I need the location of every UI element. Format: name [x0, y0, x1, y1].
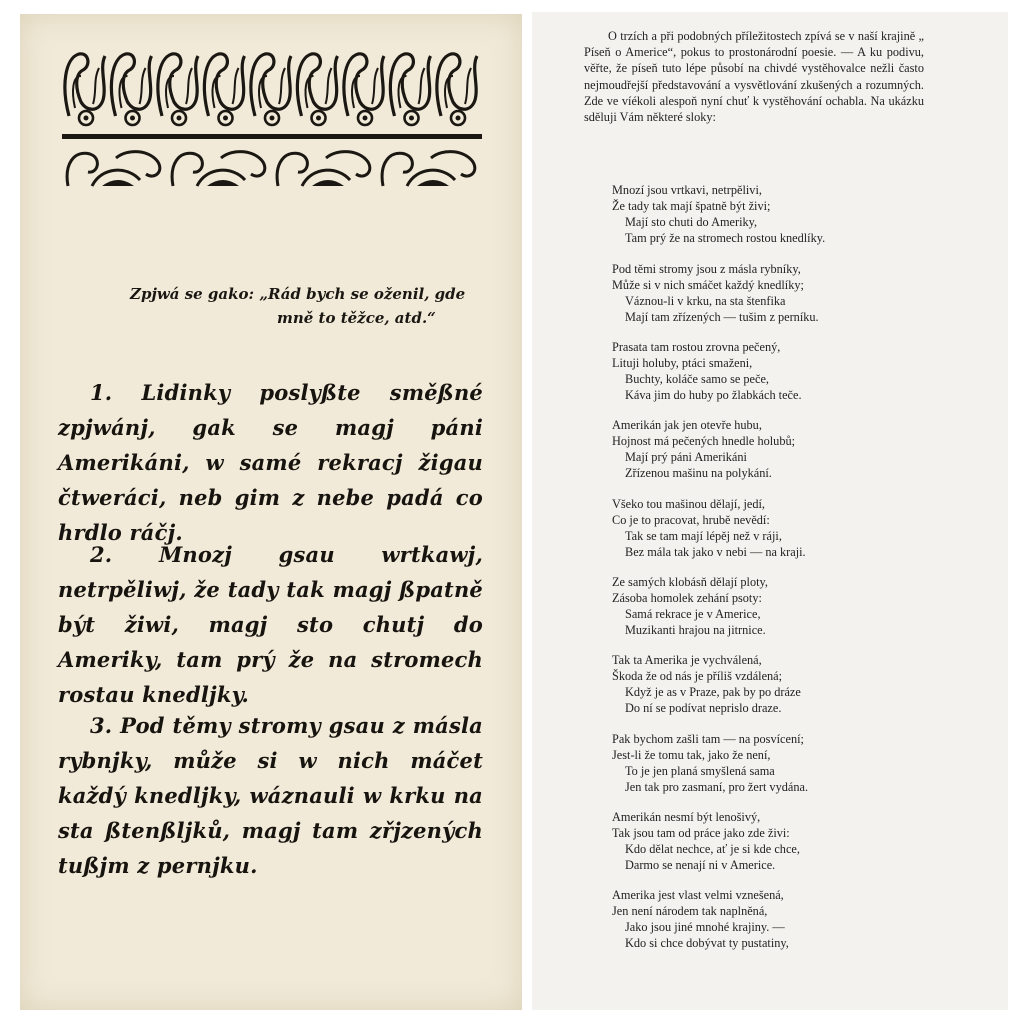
paisley-motif: [297, 54, 337, 125]
verse-line: Tam prý že na stromech rostou knedlíky.: [625, 230, 826, 245]
verse-stanza: [612, 653, 912, 717]
verse-stanza: [612, 888, 912, 952]
verse-line: Tak se tam mají lépěj než v ráji,: [625, 528, 782, 543]
paisley-motif: [437, 54, 477, 125]
scroll-motif: [67, 152, 160, 186]
verse-line: Muzikanti hrajou na jitrnice.: [625, 622, 766, 637]
verse-line: Mnozí jsou vrtkavi, netrpělivi,: [612, 183, 762, 197]
verse-line: Když je as v Praze, pak by po dráze: [625, 684, 801, 699]
verse-line: Jako jsou jiné mnohé krajiny. —: [625, 919, 785, 934]
verse-line: Mají tam zřízených — tušim z perníku.: [625, 309, 819, 324]
verse-line: Ze samých klobásň dělají ploty,: [612, 575, 768, 589]
verse-stanza: [612, 262, 912, 326]
ornament-top-row: [65, 54, 477, 125]
paisley-motif: [251, 54, 291, 125]
verse-stanza: [612, 340, 912, 404]
paisley-motif: [158, 54, 198, 125]
verse-stanza: [612, 497, 912, 561]
ornament-bottom-row: [67, 152, 475, 186]
verse-line: To je jen planá smyšlená sama: [625, 763, 775, 778]
paisley-motif: [390, 54, 430, 125]
verse-stanza: [612, 575, 912, 639]
verse-line: Prasata tam rostou zrovna pečený,: [612, 340, 781, 354]
verse-line: Zřízenou mašinu na polykání.: [625, 465, 772, 480]
verse-line: Že tady tak mají špatně být živi;: [612, 198, 771, 213]
verse-line: Káva jim do huby po žlabkách teče.: [625, 387, 802, 402]
verse-line: Jen není národem tak naplněná,: [612, 903, 768, 918]
verse-line: Jen tak pro zasmaní, pro žert vydána.: [625, 779, 809, 794]
old-stanza-2: 2. Mnozj gsau wrtkawj, netrpěliwj, že tady tak magj ßpatně být žiwi, magj sto chutj do Ameriky, tam prý že na stromech rostau knedljky.: [58, 542, 483, 707]
paisley-motif: [344, 54, 384, 125]
verse-stanza: [612, 418, 912, 482]
verse-line: Tak ta Amerika je vychválená,: [612, 653, 762, 667]
melody-title-line1: „Rád bych se oženil, gde: [259, 285, 466, 303]
melody-title-line2: mně to těžce, atd.“: [277, 309, 436, 327]
verse-line: Co je to pracovat, hrubě nevědí:: [612, 512, 770, 527]
scroll-motif: [277, 152, 370, 186]
verse-line: Jest-li že tomu tak, jako že není,: [612, 747, 771, 762]
verse-line: Kdo dělat nechce, ať je si kde chce,: [625, 841, 800, 856]
verse-line: Mají sto chuti do Ameriky,: [625, 214, 758, 229]
verse-line: Do ní se podívat neprislo draze.: [625, 700, 782, 715]
verse-line: Mají prý páni Amerikáni: [625, 449, 747, 464]
old-stanza-1: 1. Lidinky poslyßte směßné zpjwánj, gak se magj páni Amerikáni, w samé rekracj žigau čtweráci, neb gim z nebe padá co hrdlo ráčj.: [58, 380, 483, 545]
verse-line: Může si v nich smáčet každý knedlíky;: [612, 277, 804, 292]
verse-line: Škoda že od nás je příliš vzdálená;: [612, 668, 783, 683]
verse-stanza: [612, 810, 912, 874]
paisley-motif: [111, 54, 151, 125]
melody-note: [130, 282, 490, 330]
verse-line: Pak bychom zašli tam — na posvícení;: [612, 732, 804, 746]
verse-stanza: [612, 732, 912, 796]
verse-line: Všeko tou mašinou dělají, jedí,: [612, 497, 766, 511]
verse-line: Pod těmi stromy jsou z másla rybníky,: [612, 262, 801, 276]
verse-line: Bez mála tak jako v nebi — na kraji.: [625, 544, 806, 559]
verse-line: Darmo se nenají ni v Americe.: [625, 857, 776, 872]
paisley-motif: [65, 54, 105, 125]
verse-line: Amerikán jak jen otevře hubu,: [612, 418, 762, 432]
intro-paragraph: O trzích a při podobných příležitostech zpívá se v naší krajině „ Píseň o Americe“, pokus to prostonárodní poesie. — A ku podivu, věřte, že píseň tuto lépe působí na chivdé vystěhovalce nežli často nejmoudřejší představování a vysvětlování zkušených a rozumných. Zde ve víékoli alespoň nyní chuť k vystěhování ochabla. Na ukázku sděluji Vám některé sloky:: [584, 29, 924, 125]
verse-line: Hojnost má pečených hnedle holubů;: [612, 433, 796, 448]
verse-line: Kdo si chce dobývat ty pustatiny,: [625, 935, 789, 950]
verse-line: Zásoba homolek zehání psoty:: [612, 590, 762, 605]
paisley-motif: [204, 54, 244, 125]
verse-line: Amerikán nesmí být lenošivý,: [612, 810, 761, 824]
verse-line: Samá rekrace je v Americe,: [625, 606, 761, 621]
verse-line: Buchty, koláče samo se peče,: [625, 371, 769, 386]
verse-line: Lituji holuby, ptáci smaženi,: [612, 355, 753, 370]
scroll-motif: [172, 152, 265, 186]
scroll-motif: [382, 152, 475, 186]
verse-line: Váznou-li v krku, na sta štenfika: [625, 293, 786, 308]
verse-stanza: [612, 183, 912, 247]
verse-line: Tak jsou tam od práce jako zde živi:: [612, 825, 790, 840]
decorative-header-ornament: [62, 46, 482, 196]
melody-prefix: Zpjwá se gako:: [130, 285, 255, 303]
old-stanza-3: 3. Pod těmy stromy gsau z másla rybnjky, může si w nich máčet každý knedljky, wáznauli w krku na sta ßtenßljků, magj tam zřjzených tußjm z pernjku.: [58, 713, 483, 878]
ornament-rule: [62, 134, 482, 139]
verse-line: Amerika jest vlast velmi vznešená,: [612, 888, 784, 902]
